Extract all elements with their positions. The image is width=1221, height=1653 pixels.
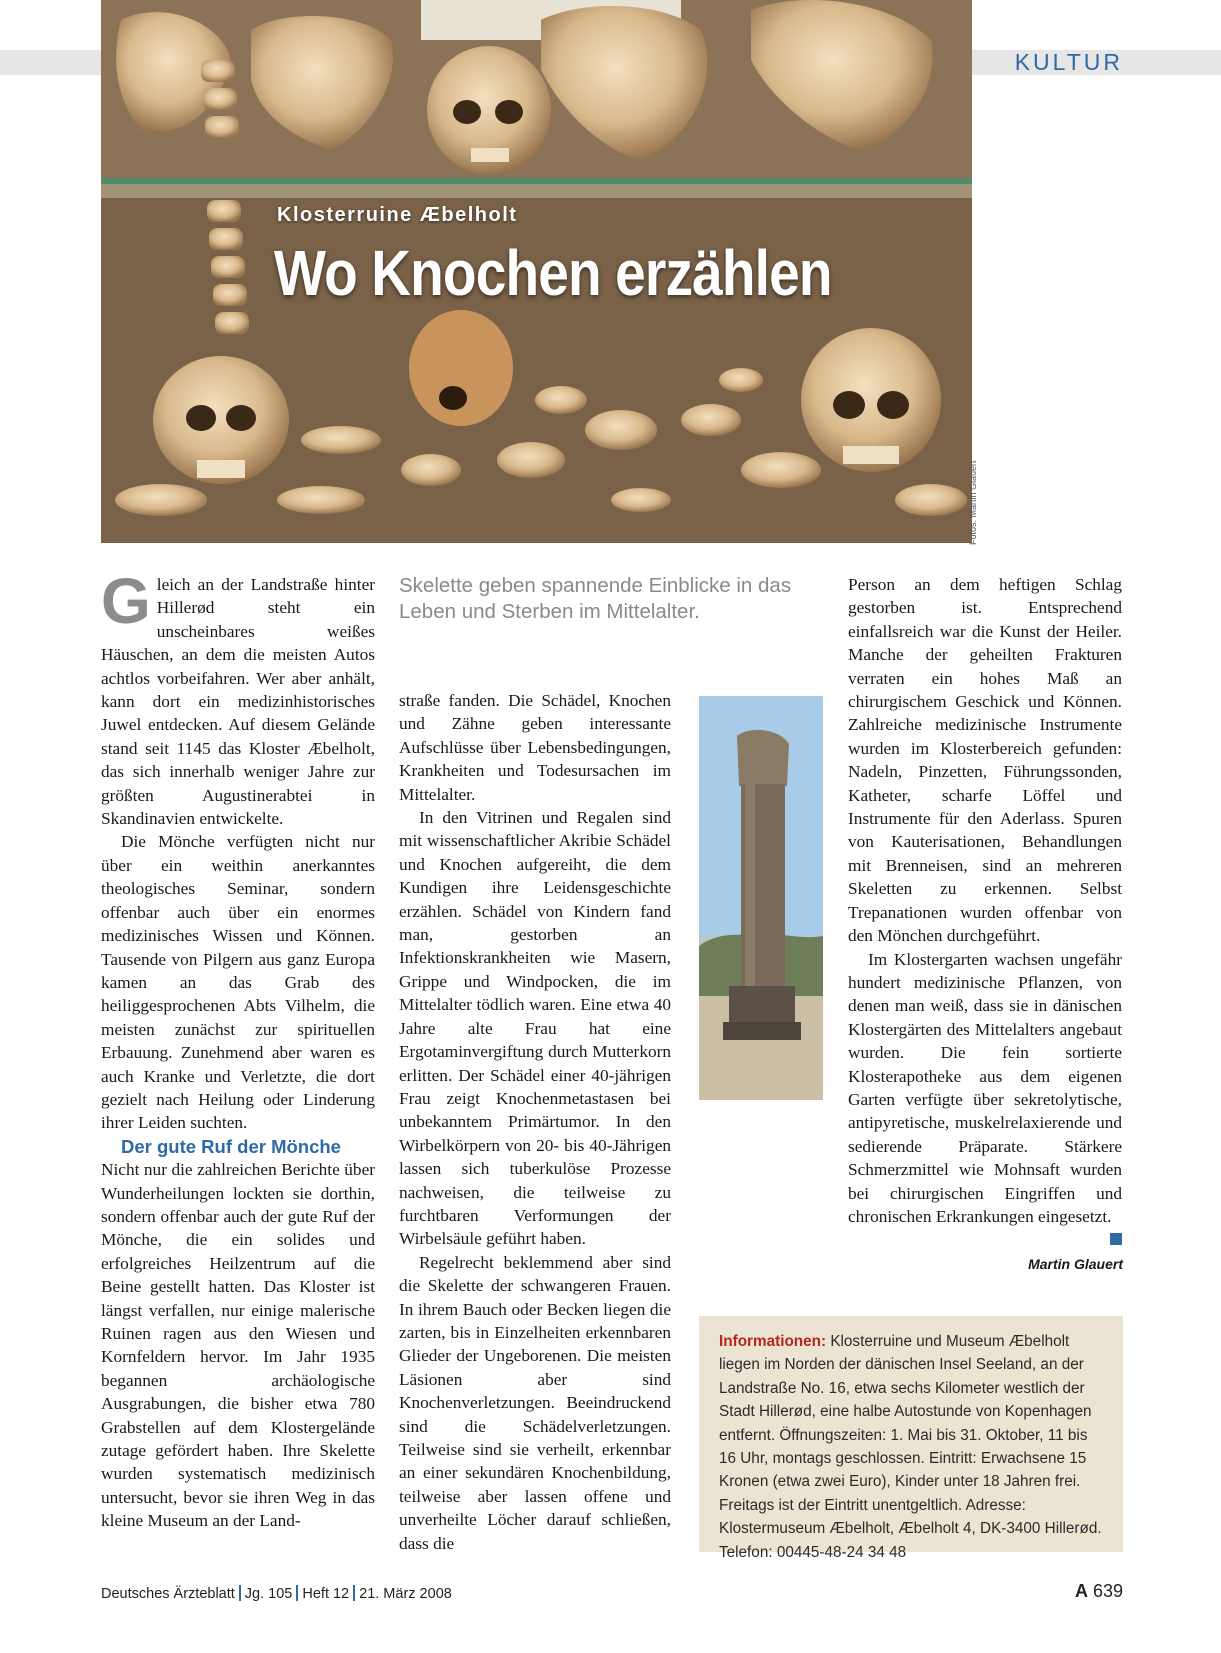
page-number-value: 639 bbox=[1092, 1581, 1123, 1601]
volume: Jg. 105 bbox=[244, 1586, 293, 1602]
issue: Heft 12 bbox=[302, 1586, 350, 1602]
page-prefix: A bbox=[1074, 1581, 1088, 1601]
paragraph: Gleich an der Landstraße hinter Hillerød steht ein unscheinbares weißes Häuschen, an dem die meisten Autos achtlos vorbeifahren. Wer aber anhält, kann dort ein medizinhistorisches Juwel entdecken. Auf diesem Gelände stand seit 1145 das Kloster Æbelholt, das sich innerhalb weniger Jahre zur größten Augustinerabtei in Skandinavien entwickelte. bbox=[101, 565, 375, 829]
page-number bbox=[1075, 1581, 1123, 1602]
separator bbox=[296, 1585, 298, 1601]
issue-date: 21. März 2008 bbox=[359, 1586, 452, 1602]
paragraph: Person an dem heftigen Schlag gestorben ist. Entsprechend einfallsreich war die Kunst der Heiler. Manche der geheilten Frakturen verraten ein hohes Maß an chirurgischem Geschick und Können. Zahlreiche medizinische Instrumente wurden im Klosterbereich gefunden: Nadeln, Pinzetten, Führungssonden, Katheter, scharfe Löffel und Instrumente für den Aderlass. Spuren von Kauterisationen, Behandlungen mit Brenneisen, sind an mehreren Skeletten zu erkennen. Selbst Trepanationen wurden offenbar von den Mönchen durchgeführt. bbox=[848, 575, 1122, 946]
hero-photo bbox=[101, 0, 972, 543]
paragraph: Regelrecht beklemmend aber sind die Skelette der schwangeren Frauen. In ihrem Bauch oder Becken liegen die zarten, bis in Einzelheiten erkennbaren Glieder der Ungeborenen. Die meisten Läsionen aber sind Knochenverletzungen. Beeindruckend sind die Schädelverletzungen. Teilweise sind sie verheilt, erkennbar an einer sekundären Knochenbildung, teilweise aber lassen offene und unverheilte Löcher darauf schließen, dass die bbox=[399, 1252, 671, 1553]
photo-credit: Fotos: Martin Glauert bbox=[968, 460, 978, 545]
stone-column-illustration bbox=[699, 696, 823, 1100]
separator bbox=[353, 1585, 355, 1601]
paragraph: Im Klostergarten wachsen ungefähr hundert medizinische Pflanzen, von denen man weiß, dass sie in dänischen Klostergärten des Mittelalters angebaut wurden. Die fein sortierte Klosterapotheke aus dem eigenen Garten verfügte über sekretolytische, antipyretische, muskelrelaxierende und sedierende Präparate. Stärkere Schmerzmittel wie Mohnsaft wurden bei chirurgischen Eingriffen und chronischen Erkrankungen eingesetzt. bbox=[848, 948, 1122, 1229]
paragraph: Nicht nur die zahlreichen Berichte über Wunderheilungen lockten sie dorthin, sondern offenbar auch der gute Ruf der Mönche, die ein solides und erfolgreiches Heilzentrum auf die Beine gestellt hatten. Das Kloster ist längst verfallen, nur einige malerische Ruinen ragen aus den Wiesen und Kornfeldern hervor. Im Jahr 1935 begannen archäologische Ausgrabungen, die bisher etwa 780 Grabstellen auf dem Klostergelände zutage gefördert haben. Ihre Skelette wurden systematisch medizinisch untersucht, bevor sie ihren Weg in das kleine Museum an der Land- bbox=[101, 1160, 375, 1531]
info-text: Klosterruine und Museum Æbelholt liegen im Norden der dänischen Insel Seeland, an der Landstraße No. 16, etwa sechs Kilometer westlich der Stadt Hillerød, eine halbe Autostunde von Kopenhagen entfernt. Öffnungszeiten: 1. Mai bis 31. Oktober, 11 bis 16 Uhr, montags geschlossen. Eintritt: Erwachsene 15 Kronen (etwa zwei Euro), Kinder unter 18 Jahren frei. Freitags ist der Eintritt unentgeltlich. Adresse: Klostermuseum Æbelholt, Æbelholt 4, DK-3400 Hillerød. Telefon: 00445-48-24 34 48 bbox=[719, 1333, 1102, 1561]
info-label: Informationen: bbox=[719, 1333, 827, 1350]
author-byline: Martin Glauert bbox=[1028, 1256, 1123, 1272]
info-box bbox=[699, 1316, 1123, 1561]
paragraph: In den Vitrinen und Regalen sind mit wissenschaftlicher Akribie Schädel und Knochen aufgereiht, die dem Kundigen ihre Leidensgeschichte erzählen. Schädel von Kindern fand man, gestorben an Infektionskrankheiten wie Masern, Grippe und Windpocken, die im Mittelalter tödlich waren. Eine etwa 40 Jahre alte Frau hat eine Ergotaminvergiftung durch Mutterkorn erlitten. Der Schädel einer 40-jährigen Frau zeigt Knochenmetastasen bei unbekanntem Primärtumor. In den Wirbelkörpern von 20- bis 40-Jährigen lassen sich tuberkulöse Prozesse nachweisen, die teilweise zu furchtbaren Verformungen der Wirbelsäule geführt haben. bbox=[399, 808, 671, 1249]
text-column-1 bbox=[101, 565, 375, 1533]
article-deck: Skelette geben spannende Einblicke in das Leben und Sterben im Mittelalter. bbox=[399, 574, 792, 623]
stone-column-photo bbox=[699, 696, 823, 1100]
section-label: KULTUR bbox=[1014, 49, 1123, 75]
end-mark bbox=[1110, 1233, 1122, 1245]
paragraph: Die Mönche verfügten nicht nur über ein weithin anerkanntes theologisches Seminar, sondern offenbar auch über ein enormes medizinisches Wissen und Können. Tausende von Pilgern aus ganz Europa kamen an das Grab des heiliggesprochenen Abts Vilhelm, die meisten zunächst zur spirituellen Erbauung. Zunehmend aber waren es auch Kranke und Verletzte, die dort gezielt nach Heilung oder Linderung ihrer Leiden suchten. bbox=[101, 832, 375, 1133]
section-subhead: Der gute Ruf der Mönche bbox=[121, 1135, 341, 1157]
article-title: Wo Knochen erzählen bbox=[274, 237, 832, 309]
text-column-3 bbox=[848, 573, 1122, 1245]
drop-cap: G bbox=[101, 565, 151, 637]
journal-name: Deutsches Ärzteblatt bbox=[101, 1586, 235, 1602]
separator bbox=[239, 1585, 241, 1601]
footer-citation bbox=[101, 1585, 452, 1602]
paragraph: straße fanden. Die Schädel, Knochen und Zähne geben interessante Aufschlüsse über Lebensbedingungen, Krankheiten und Todesursachen im Mittelalter. bbox=[399, 691, 671, 804]
text-column-2 bbox=[399, 689, 671, 1555]
article-kicker: Klosterruine Æbelholt bbox=[277, 204, 518, 226]
